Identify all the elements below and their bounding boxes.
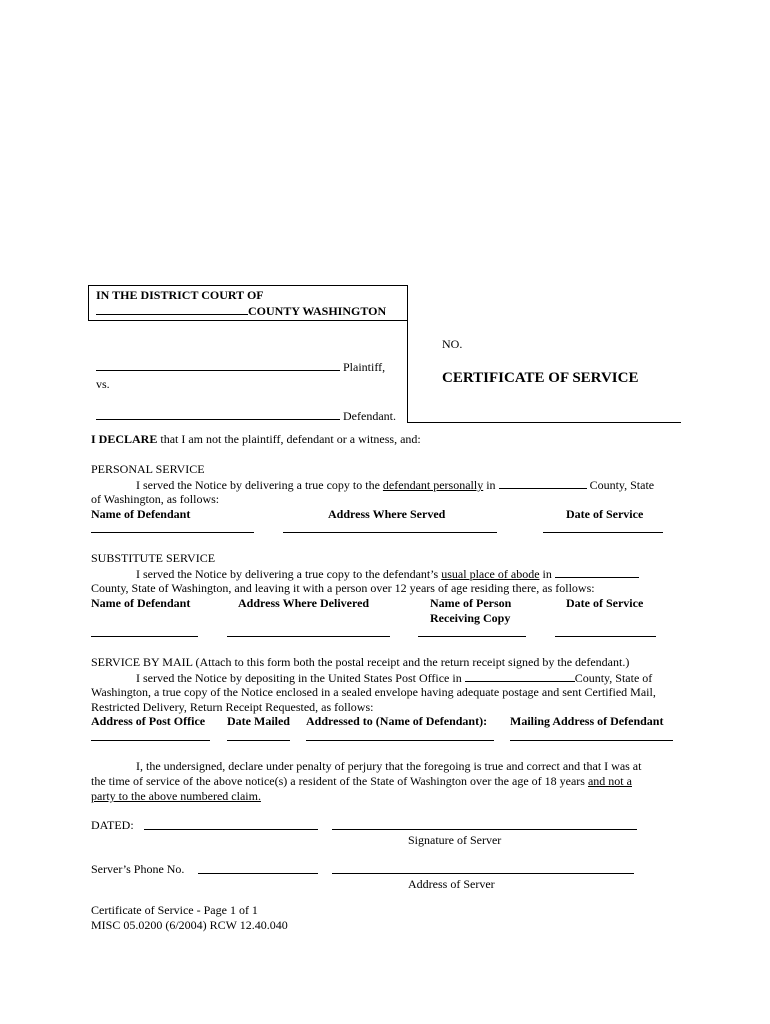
mail-address-blank[interactable] bbox=[510, 740, 673, 741]
substitute-name-blank[interactable] bbox=[91, 636, 198, 637]
substitute-service-line1: I served the Notice by delivering a true copy to the defendant’s usual place of abode in bbox=[136, 566, 639, 582]
plaintiff-line: Plaintiff, bbox=[96, 359, 385, 375]
dated-label: DATED: bbox=[91, 818, 134, 832]
declare-statement: I DECLARE that I am not the plaintiff, defendant or a witness, and: bbox=[91, 432, 421, 446]
document-title: CERTIFICATE OF SERVICE bbox=[442, 370, 639, 386]
county-blank[interactable] bbox=[96, 303, 248, 315]
mail-service-heading: SERVICE BY MAIL (Attach to this form both the postal receipt and the return receipt signed by the defendant.) bbox=[91, 655, 630, 669]
substitute-col-person-1: Name of Person bbox=[430, 596, 512, 610]
caption-box-divider bbox=[407, 285, 408, 423]
caption-box-bottom bbox=[88, 320, 408, 321]
declaration-line1: I, the undersigned, declare under penalty of perjury that the foregoing is true and correct and that I was at bbox=[136, 759, 642, 773]
signature-caption: Signature of Server bbox=[408, 833, 502, 847]
signature-blank[interactable] bbox=[332, 829, 637, 830]
personal-name-blank[interactable] bbox=[91, 532, 254, 533]
declaration-line3: party to the above numbered claim. bbox=[91, 789, 261, 803]
server-address-blank[interactable] bbox=[332, 873, 634, 874]
caption-box-top bbox=[88, 285, 408, 286]
caption-box-left bbox=[88, 285, 89, 321]
substitute-address-blank[interactable] bbox=[227, 636, 390, 637]
defendant-blank[interactable] bbox=[96, 408, 340, 420]
mail-addressed-blank[interactable] bbox=[306, 740, 494, 741]
personal-service-heading: PERSONAL SERVICE bbox=[91, 462, 205, 476]
footer-line1: Certificate of Service - Page 1 of 1 bbox=[91, 903, 258, 917]
substitute-person-blank[interactable] bbox=[418, 636, 526, 637]
substitute-col-name: Name of Defendant bbox=[91, 596, 191, 610]
personal-col-name: Name of Defendant bbox=[91, 507, 191, 521]
mail-date-blank[interactable] bbox=[227, 740, 290, 741]
mail-col-post-office: Address of Post Office bbox=[91, 714, 206, 728]
caption-right-rule bbox=[407, 422, 681, 423]
defendant-line: Defendant. bbox=[96, 408, 396, 424]
substitute-col-date: Date of Service bbox=[566, 596, 644, 610]
substitute-service-heading: SUBSTITUTE SERVICE bbox=[91, 551, 216, 565]
footer-line2: MISC 05.0200 (6/2004) RCW 12.40.040 bbox=[91, 918, 288, 932]
personal-col-date: Date of Service bbox=[566, 507, 644, 521]
mail-service-line1: I served the Notice by depositing in the United States Post Office in County, State of bbox=[136, 671, 653, 685]
declaration-line2: the time of service of the above notice(s) a resident of the State of Washington over the age of 18 years and not a bbox=[91, 774, 632, 788]
address-caption: Address of Server bbox=[408, 877, 495, 891]
court-line2: COUNTY WASHINGTON bbox=[96, 303, 386, 319]
substitute-col-address: Address Where Delivered bbox=[238, 596, 370, 610]
substitute-county-blank[interactable] bbox=[555, 566, 639, 578]
mail-service-line2: Washington, a true copy of the Notice enclosed in a sealed envelope having adequate postage and sent Certified Mail, bbox=[91, 685, 656, 699]
personal-service-line2: of Washington, as follows: bbox=[91, 492, 220, 506]
mail-post-office-blank[interactable] bbox=[91, 740, 210, 741]
personal-service-line1: I served the Notice by delivering a true copy to the defendant personally in County, State bbox=[136, 478, 655, 492]
mail-col-addressed-to: Addressed to (Name of Defendant): bbox=[306, 714, 488, 728]
mail-col-date: Date Mailed bbox=[227, 714, 290, 728]
mail-service-line3: Restricted Delivery, Return Receipt Requested, as follows: bbox=[91, 700, 374, 714]
personal-date-blank[interactable] bbox=[543, 532, 663, 533]
substitute-col-person-2: Receiving Copy bbox=[430, 611, 511, 625]
plaintiff-blank[interactable] bbox=[96, 359, 340, 371]
personal-county-blank[interactable] bbox=[499, 477, 587, 489]
case-number-label: NO. bbox=[442, 337, 463, 351]
substitute-date-blank[interactable] bbox=[555, 636, 656, 637]
vs-text: vs. bbox=[96, 377, 110, 391]
personal-col-address: Address Where Served bbox=[328, 507, 446, 521]
mail-county-blank[interactable] bbox=[465, 670, 575, 682]
phone-blank[interactable] bbox=[198, 873, 318, 874]
personal-address-blank[interactable] bbox=[283, 532, 497, 533]
mail-col-mailing-address: Mailing Address of Defendant bbox=[510, 714, 664, 728]
phone-label: Server’s Phone No. bbox=[91, 862, 185, 876]
dated-blank[interactable] bbox=[144, 829, 318, 830]
court-line1: IN THE DISTRICT COURT OF bbox=[96, 288, 264, 302]
substitute-service-line2: County, State of Washington, and leaving it with a person over 12 years of age residing there, as follows: bbox=[91, 581, 595, 595]
